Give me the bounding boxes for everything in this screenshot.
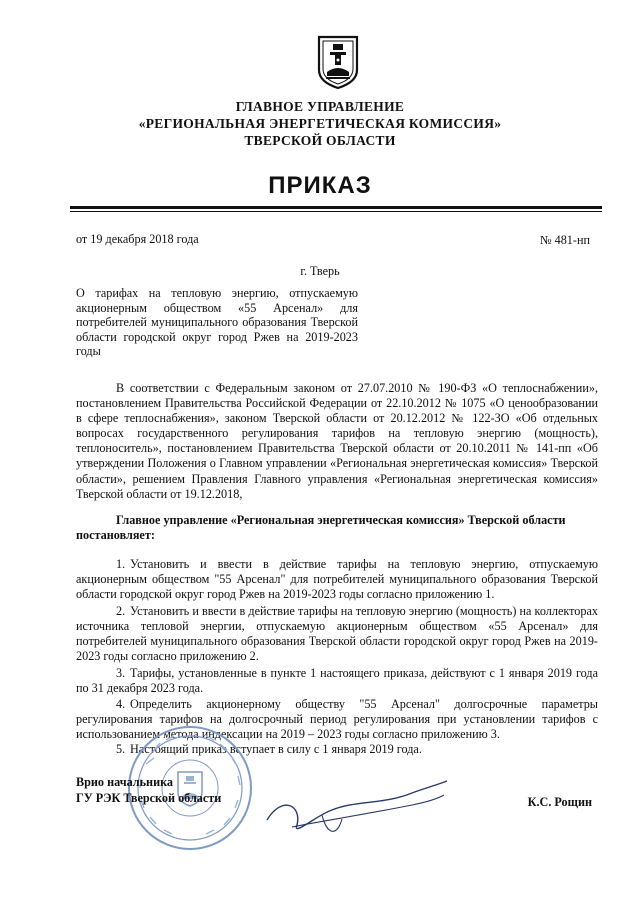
agency-name-line1: ГЛАВНОЕ УПРАВЛЕНИЕ xyxy=(235,99,405,114)
resolution-line: Главное управление «Региональная энергетическая комиссия» Тверской области xyxy=(116,513,566,527)
item-number: 2. xyxy=(116,604,126,618)
item-number: 3. xyxy=(116,666,126,680)
list-item xyxy=(76,666,598,696)
document-number: № 481-нп xyxy=(539,233,590,247)
item-number: 5. xyxy=(116,742,126,756)
item-text: Установить и ввести в действие тарифы на тепловую энергию (мощность) на коллекторах источника тепловой энергии, отпускаемую акционерным обществом «55 Арсенал» для потребителей муниципального образования Тверской области городской округ город Ржев на 2019-2023 годы согласно приложению 2. xyxy=(76,604,598,664)
agency-name-line3: ТВЕРСКОЙ ОБЛАСТИ xyxy=(244,133,396,148)
list-item xyxy=(76,557,598,602)
signatory-office: ГУ РЭК Тверской области xyxy=(76,791,222,805)
item-text: Тарифы, установленные в пункте 1 настоящего приказа, действуют с 1 января 2019 года по 31 декабря 2023 года. xyxy=(76,666,598,696)
header-divider-thin xyxy=(70,211,602,212)
item-number: 1. xyxy=(116,557,126,571)
item-text: Установить и ввести в действие тарифы на тепловую энергию, отпускаемую акционерным обществом "55 Арсенал" для потребителей муниципального образования Тверской области городской округ город Ржев на 2019-2023 годы согласно приложению 1. xyxy=(76,557,598,602)
list-item xyxy=(76,604,598,664)
header-divider xyxy=(70,206,602,209)
item-text: Определить акционерному обществу "55 Арсенал" долгосрочные параметры регулирования тарифов на долгосрочный период регулирования при установлении тарифов с использованием метода индексации на 2019 – 2023 годы согласно приложению 3. xyxy=(76,697,598,742)
document-city: г. Тверь xyxy=(300,264,340,278)
document-date: от 19 декабря 2018 года xyxy=(76,232,199,246)
handwritten-signature-icon xyxy=(262,775,452,845)
preamble-paragraph: В соответствии с Федеральным законом от 27.07.2010 № 190-ФЗ «О теплоснабжении», постановлением Правительства Российской Федерации от 22.10.2012 № 1075 «О ценообразовании в сфере теплоснабжения», законом Тверской области от 20.12.2012 № 122-ЗО «Об отдельных вопросах государственного регулирования тарифов на тепловую энергию (мощность), теплоноситель», постановлением Правительства Тверской области от 20.10.2011 № 141-пп «Об утверждении Положения о Главном управлении «Региональная энергетическая комиссия» Тверской области», решением Правления Главного управления «Региональная энергетическая комиссия» Тверской области от 19.12.2018, xyxy=(76,381,598,501)
item-number: 4. xyxy=(116,697,126,711)
document-title: ПРИКАЗ xyxy=(268,172,372,199)
item-text: Настоящий приказ вступает в силу с 1 января 2019 года. xyxy=(130,742,422,756)
document-subject: О тарифах на тепловую энергию, отпускаемую акционерным обществом «55 Арсенал» для потребителей муниципального образования Тверской области городской округ город Ржев на 2019-2023 годы xyxy=(76,286,358,359)
signatory-name: К.С. Рощин xyxy=(527,795,592,809)
resolution-decree: постановляет: xyxy=(76,528,155,542)
agency-name-line2: «РЕГИОНАЛЬНАЯ ЭНЕРГЕТИЧЕСКАЯ КОМИССИЯ» xyxy=(138,116,502,131)
coat-of-arms-icon xyxy=(316,34,360,90)
signatory-position: Врио начальника xyxy=(76,775,174,789)
